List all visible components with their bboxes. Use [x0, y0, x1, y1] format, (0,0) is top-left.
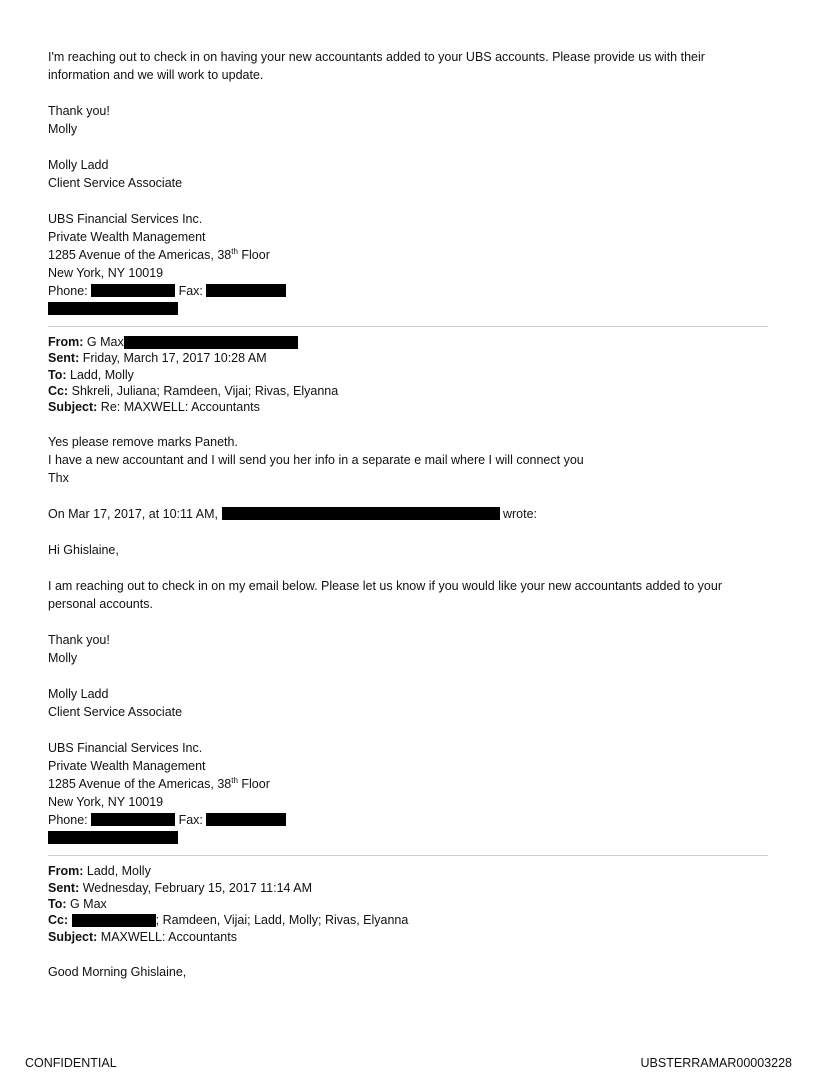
signature-title: Client Service Associate — [48, 705, 183, 720]
redaction-box — [222, 507, 500, 520]
signature-name: Molly Ladd — [48, 687, 109, 702]
signature-company: UBS Financial Services Inc. — [48, 212, 203, 226]
email-document — [48, 48, 768, 981]
signature-city: New York, NY 10019 — [48, 266, 164, 280]
message-paragraph: I am reaching out to check in on my email below. Please let us know if you would like your new accountants added to your personal accounts. — [48, 579, 722, 612]
reply-line: Thx — [48, 471, 69, 486]
redaction-box — [206, 284, 286, 297]
message-2 — [48, 433, 768, 523]
header-subject: Subject: Re: MAXWELL: Accountants — [48, 400, 260, 415]
signature-division: Private Wealth Management — [48, 759, 206, 774]
header-to: To: Ladd, Molly — [48, 367, 134, 382]
header-subject: Subject: MAXWELL: Accountants — [48, 929, 237, 944]
sign-first-name: Molly — [48, 122, 78, 136]
divider — [48, 855, 768, 856]
header-from: From: G Max — [48, 334, 768, 350]
redaction-box — [48, 302, 178, 315]
phone-label: Phone: — [48, 813, 88, 828]
reply-line: Yes please remove marks Paneth. — [48, 435, 238, 450]
signature-name: Molly Ladd — [48, 158, 109, 172]
signature-title: Client Service Associate — [48, 176, 183, 190]
email-header-2 — [48, 863, 768, 944]
thanks-line: Thank you! — [48, 633, 110, 648]
redaction-box — [91, 284, 175, 297]
bates-number: UBSTERRAMAR00003228 — [640, 1056, 792, 1070]
phone-label: Phone: — [48, 284, 88, 298]
redaction-box — [72, 914, 156, 927]
redaction-box — [124, 336, 298, 349]
header-cc: Cc: Shkreli, Juliana; Ramdeen, Vijai; Rivas, Elyanna — [48, 383, 339, 398]
thanks-line: Thank you! — [48, 104, 110, 118]
signature-city: New York, NY 10019 — [48, 795, 164, 810]
header-cc: Cc: ; Ramdeen, Vijai; Ladd, Molly; Rivas, Elyanna — [48, 913, 409, 928]
redaction-box — [48, 831, 178, 844]
fax-label: Fax: — [178, 284, 203, 298]
confidential-label: CONFIDENTIAL — [25, 1056, 117, 1070]
header-from: From: Ladd, Molly — [48, 864, 151, 879]
message-paragraph: I'm reaching out to check in on having your new accountants added to your UBS accounts. Please provide us with their information and we will work to update. — [48, 50, 705, 82]
header-sent: Sent: Friday, March 17, 2017 10:28 AM — [48, 351, 267, 366]
signature-phone-fax — [48, 282, 768, 300]
signature-phone-fax — [48, 811, 768, 829]
message-1 — [48, 48, 768, 318]
signature-division: Private Wealth Management — [48, 230, 206, 244]
reply-line: I have a new accountant and I will send you her info in a separate e mail where I will connect you — [48, 453, 584, 468]
header-to: To: G Max — [48, 897, 107, 912]
redaction-box — [206, 813, 286, 826]
greeting: Good Morning Ghislaine, — [48, 964, 187, 979]
header-sent: Sent: Wednesday, February 15, 2017 11:14 AM — [48, 880, 313, 895]
signature-address: 1285 Avenue of the Americas, 38th Floor — [48, 247, 270, 262]
signature-company: UBS Financial Services Inc. — [48, 741, 203, 756]
quote-attribution: On Mar 17, 2017, at 10:11 AM, wrote: — [48, 507, 538, 522]
message-3 — [48, 541, 768, 847]
email-header-1 — [48, 334, 768, 415]
signature-address: 1285 Avenue of the Americas, 38th Floor — [48, 776, 270, 792]
greeting: Hi Ghislaine, — [48, 543, 119, 558]
sign-first-name: Molly — [48, 651, 78, 666]
divider — [48, 326, 768, 327]
redaction-box — [91, 813, 175, 826]
fax-label: Fax: — [178, 813, 203, 828]
message-4 — [48, 963, 768, 981]
